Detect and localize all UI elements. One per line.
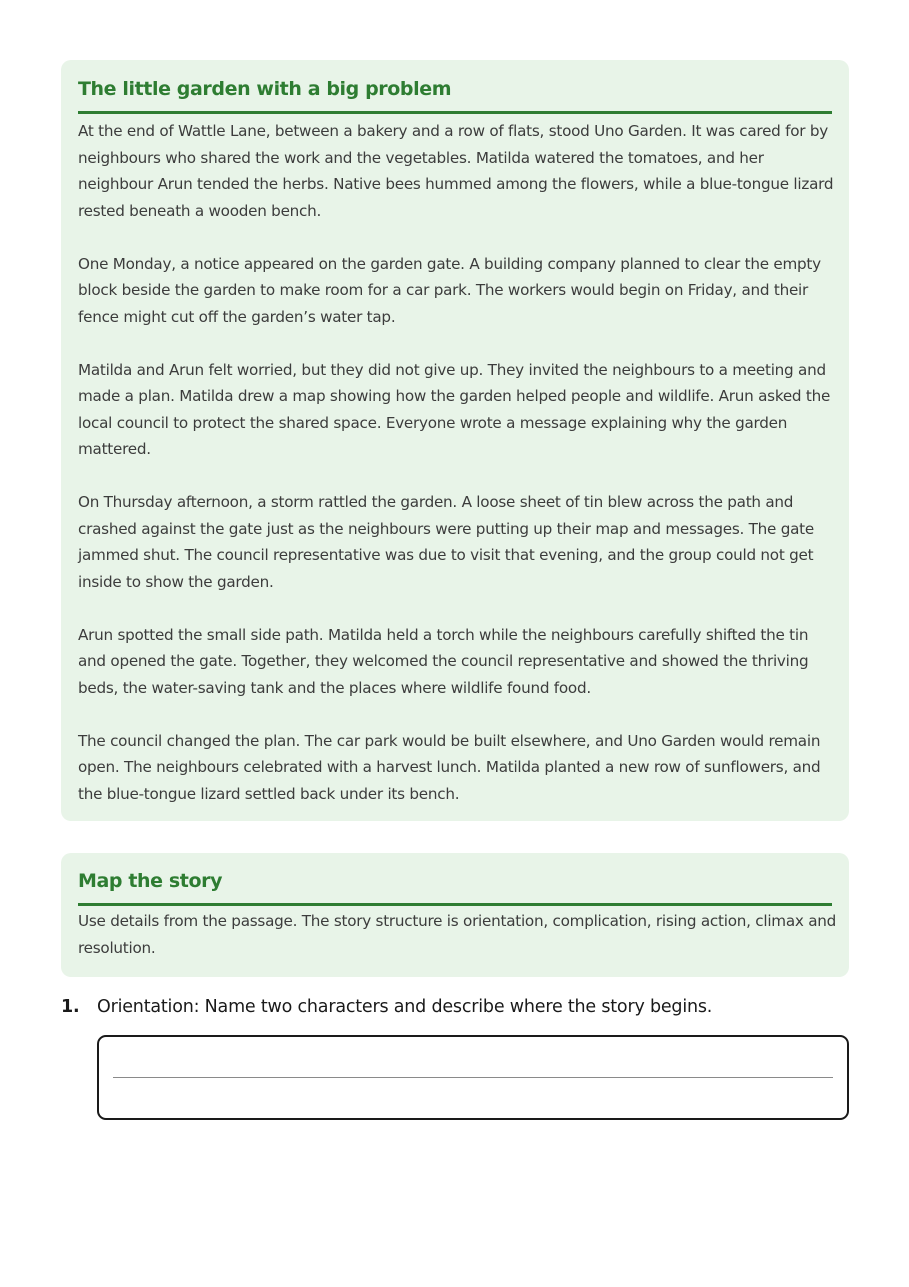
map-section-instructions: Use details from the passage. The story structure is orientation, complication, rising action, climax and resolution.: [78, 912, 837, 957]
map-title-divider: [78, 903, 832, 906]
question-text: Orientation: Name two characters and describe where the story begins.: [97, 997, 713, 1017]
story-paragraph: At the end of Wattle Lane, between a bakery and a row of flats, stood Uno Garden. It was cared for by neighbours who shared the work and the vegetables. Matilda watered the tomatoes, and her neighbour Arun tended the herbs. Native bees hummed among the flowers, while a blue-tongue lizard rested beneath a wooden bench.: [78, 122, 834, 220]
map-the-story-panel: [61, 853, 849, 977]
story-title: The little garden with a big problem: [78, 78, 452, 100]
story-title-divider: [78, 111, 832, 114]
story-paragraph: Arun spotted the small side path. Matilda held a torch while the neighbours carefully shifted the tin and opened the gate. Together, they welcomed the council representative and showed the thriving beds, the water-saving tank and the places where wildlife found food.: [78, 625, 809, 697]
map-section-title: Map the story: [78, 870, 223, 892]
story-paragraph: One Monday, a notice appeared on the garden gate. A building company planned to clear the empty block beside the garden to make room for a car park. The workers would begin on Friday, and their fence might cut off the garden’s water tap.: [78, 254, 821, 326]
story-paragraph: Matilda and Arun felt worried, but they did not give up. They invited the neighbours to a meeting and made a plan. Matilda drew a map showing how the garden helped people and wildlife. Arun asked the local council to protect the shared space. Everyone wrote a message explaining why the garden mattered.: [78, 360, 831, 458]
story-passage: [78, 118, 838, 807]
question-number: 1.: [61, 997, 80, 1017]
story-panel: [61, 60, 849, 821]
story-paragraph: The council changed the plan. The car park would be built elsewhere, and Uno Garden would remain open. The neighbours celebrated with a harvest lunch. Matilda planted a new row of sunflowers, and the blue-tongue lizard settled back under its bench.: [78, 731, 821, 803]
answer-box-question-1[interactable]: [97, 1035, 849, 1120]
answer-writing-line: [113, 1077, 833, 1078]
story-paragraph: On Thursday afternoon, a storm rattled the garden. A loose sheet of tin blew across the path and crashed against the gate just as the neighbours were putting up their map and messages. The gate jammed shut. The council representative was due to visit that evening, and the group could not get inside to show the garden.: [78, 493, 814, 591]
